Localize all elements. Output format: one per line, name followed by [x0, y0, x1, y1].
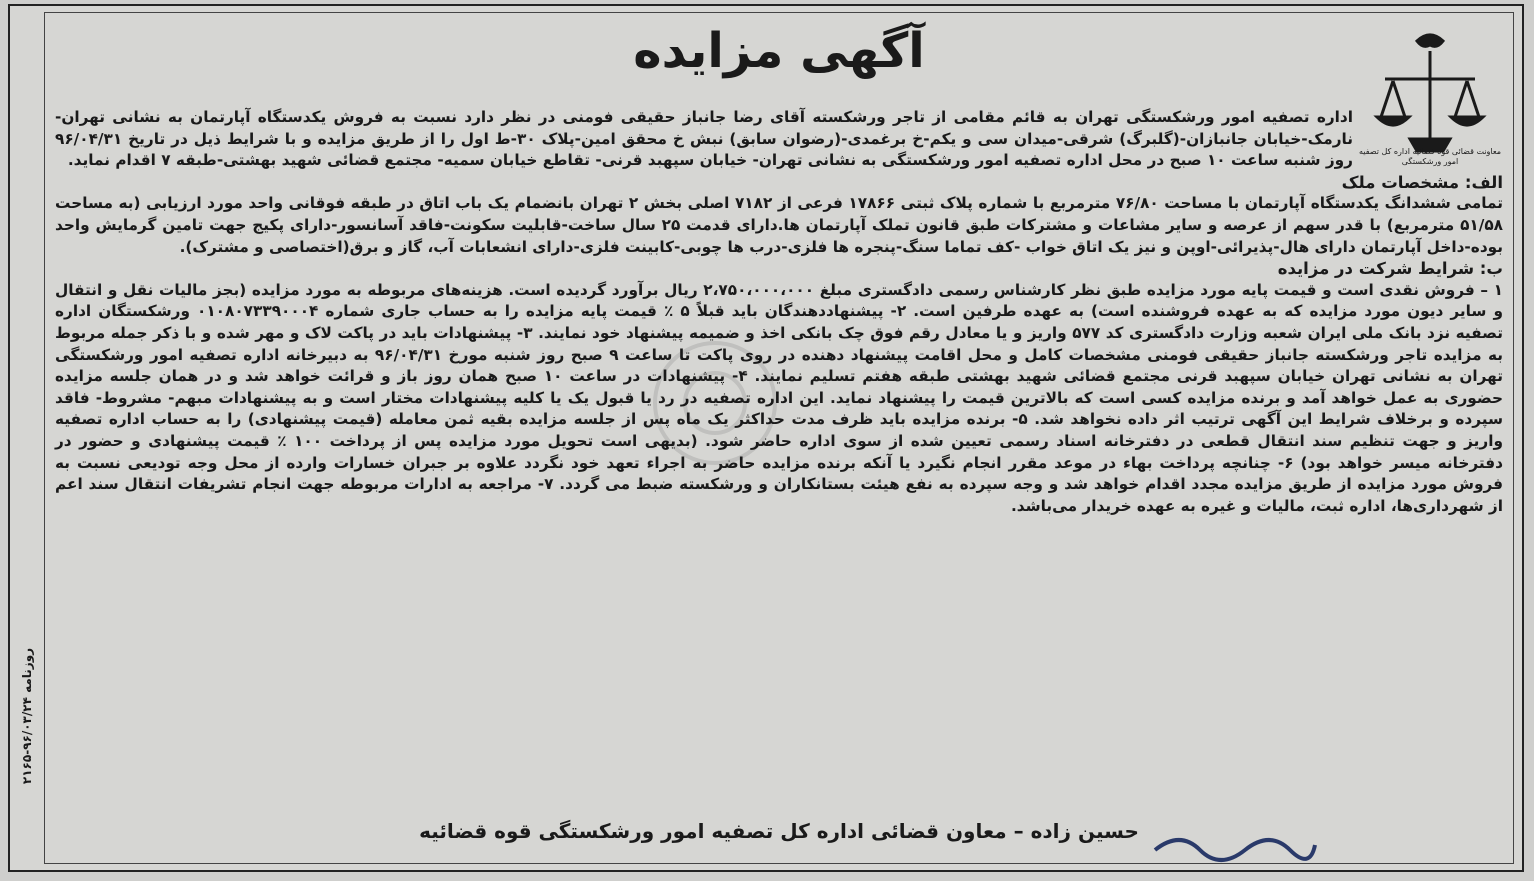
property-paragraph: تمامی ششدانگ یکدستگاه آپارتمان با مساحت ۷۶/۸۰ مترمربع با شماره پلاک ثبتی ۱۷۸۶۶ فرعی از ۷۱۸۲ اصلی بخش ۲ تهران بانضمام یک باب اتاق در طبقه فوقانی واحد مورد ارزیابی (به مساحت ۵۱/۵۸ مترمربع) با قدر سهم از عرصه و سایر مشاعات و مشترکات طبق قانون تملک آپارتمان ها.دارای قدمت ۲۵ سال ساخت-قابلیت سکونت-فاقد آسانسور-دارای پکیج جهت تامین گرمایش واحد بوده-داخل آپارتمان دارای هال-پذیرائی-اوپن و نیز یک اتاق خواب -کف تماما سنگ-پنجره ها فلزی-درب ها چوبی-کابینت فلزی-دارای انشعابات آب، گاز و برق(اختصاصی و مشترک).	[55, 194, 1503, 256]
emblem-caption: معاونت قضائی قوه قضائیه اداره کل تصفیه امور ورشکستگی	[1359, 147, 1501, 166]
handwritten-mark	[1150, 820, 1320, 870]
signature-line: حسین زاده – معاون قضائی اداره کل تصفیه امور ورشکستگی قوه قضائیه	[419, 819, 1139, 843]
notice-frame	[8, 4, 1524, 872]
notice-text	[55, 107, 1503, 517]
side-strip-text: روزنامه ۹۶/۰۳/۲۴-۲۱۶۵	[20, 647, 34, 785]
section-b-heading: ب: شرایط شرکت در مزایده	[1277, 259, 1503, 279]
newspaper-side-strip	[10, 566, 44, 866]
notice-title: آگهی مزایده	[633, 23, 925, 79]
section-a-heading: الف: مشخصات ملک	[1341, 172, 1503, 192]
intro-paragraph: اداره تصفیه امور ورشکستگی تهران به قائم مقامی از تاجر ورشکسته آقای رضا جانباز حقیقی فومنی در نظر دارد نسبت به فروش یکدستگاه آپارتمان به نشانی تهران-نارمک-خیابان جانبازان-(گلبرگ) شرقی-میدان سی و یکم-خ برغمدی-(رضوان سابق) نبش خ محقق امین-پلاک ۳۰-ط اول را از طریق مزایده و با شرایط ذیل در تاریخ ۹۶/۰۴/۳۱ روز شنبه ساعت ۱۰ صبح در محل اداره تصفیه امور ورشکستگی به نشانی تهران- خیابان سپهبد قرنی- تقاطع خیابان سمیه- مجتمع قضائی شهید بهشتی-طبقه ۷ اقدام نماید.	[55, 108, 1353, 170]
notice-body	[44, 12, 1514, 864]
conditions-paragraph: ۱ – فروش نقدی است و قیمت پایه مورد مزایده طبق نظر کارشناس رسمی دادگستری مبلغ ۲،۷۵۰،۰۰۰،۰۰۰ ریال برآورد گردیده است. هزینه‌های مربوطه به مورد مزایده (بجز مالیات نقل و انتقال و سایر دیون مورد مزایده که به عهده فروشنده است) به عهده طرفین است. ۲- پیشنهاددهندگان باید قبلاً ۵ ٪ قیمت پایه مزایده را به حساب جاری شماره ۰۱۰۸۰۷۳۳۹۰۰۰۴ ورشکستگان اداره تصفیه نزد بانک ملی ایران شعبه وزارت دادگستری کد ۵۷۷ واریز و یا معادل رقم فوق چک بانکی اخذ و ضمیمه پیشنهاد خود نمایند. ۳- پیشنهادات باید در پاکت لاک و مهر شده و با ذکر جمله مربوط به مزایده تاجر ورشکسته جانباز حقیقی فومنی مشخصات کامل و محل اقامت پیشنهاد دهنده در روی پاکت تا ساعت ۹ صبح روز شنبه مورخ ۹۶/۰۴/۳۱ به دبیرخانه اداره تصفیه امور ورشکستگی تهران به نشانی تهران خیابان سپهبد قرنی مجتمع قضائی شهید بهشتی طبقه هفتم تسلیم نمایند. ۴- پیشنهادات در ساعت ۱۰ صبح همان روز باز و قرائت خواهد شد و در همان جلسه مزایده حضوری به عمل خواهد آمد و برنده مزایده کسی است که بالاترین قیمت را پیشنهاد نماید. این اداره تصفیه در رد یا قبول یک یا کلیه پیشنهادات مختار است و به پیشنهادات مبهم- مشروط- فاقد سپرده و برخلاف شرایط این آگهی ترتیب اثر داده نخواهد شد. ۵- برنده مزایده باید ظرف مدت حداکثر یک ماه پس از جلسه مزایده بقیه ثمن معامله (قیمت پیشنهادی) را به حساب اداره تصفیه واریز و جهت تنظیم سند انتقال قطعی در دفترخانه اسناد رسمی تعیین شده از سوی اداره حاضر شود. (بدیهی است تحویل مورد مزایده پس از پرداخت ۱۰۰ ٪ قیمت پیشنهادی و حضور در دفترخانه میسر خواهد بود) ۶- چنانچه پرداخت بهاء در موعد مقرر انجام نگیرد یا آنکه برنده مزایده حاضر به اجراء تعهد خود نگردد علاوه بر جبران خسارات وارده از محل وجه تودیعی نسبت به فروش مورد مزایده از طریق مزایده مجدد اقدام خواهد شد و وجه سپرده به نفع هیئت بستانکاران و ورشکسته ضبط می گردد. ۷- مراجعه به ادارات مربوطه جهت انجام تشریفات انتقال سند اعم از شهرداری‌ها، اداره ثبت، مالیات و غیره به عهده خریدار می‌باشد.	[55, 280, 1504, 515]
